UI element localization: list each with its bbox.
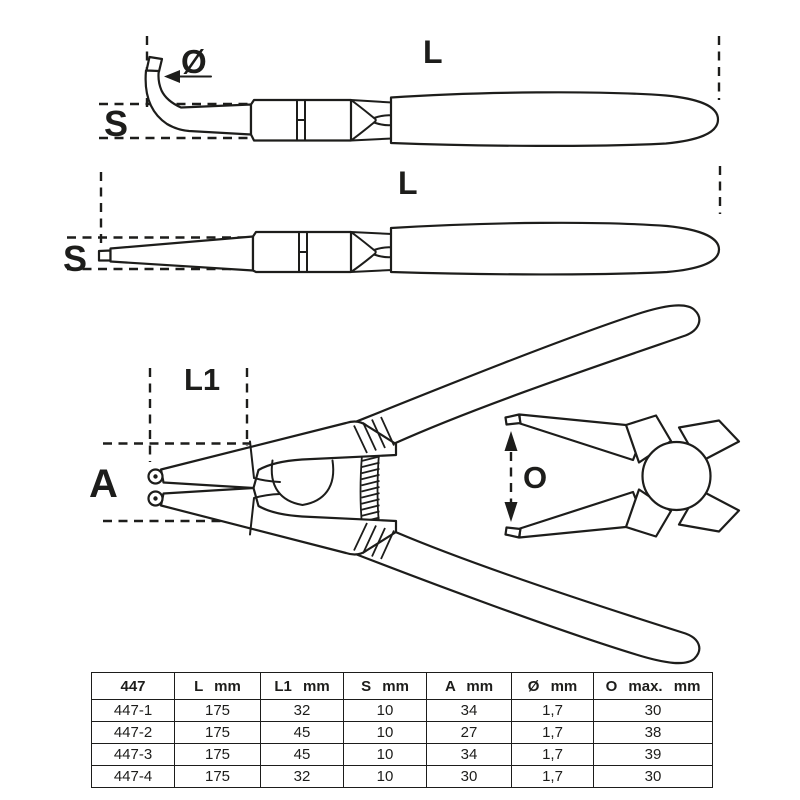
cell-a: 34 <box>427 744 512 766</box>
dimensions-table <box>91 672 713 788</box>
cell-model: 447-3 <box>92 744 175 766</box>
l1-dimension-label: L1 <box>184 362 221 397</box>
table-row <box>92 766 713 788</box>
cell-l1: 32 <box>261 700 344 722</box>
header-l1: L1 mm <box>261 673 344 700</box>
lower-tip-pin-center <box>153 496 157 500</box>
side-view-straight-tip <box>63 165 720 279</box>
header-l: L mm <box>175 673 261 700</box>
cell-model: 447-1 <box>92 700 175 722</box>
cell-diameter: 1,7 <box>512 766 594 788</box>
cell-s: 10 <box>344 766 427 788</box>
table-header-row <box>92 673 713 700</box>
l-dimension-label: L <box>398 165 418 201</box>
table-row <box>92 744 713 766</box>
cell-l: 175 <box>175 744 261 766</box>
lower-tip-pin <box>506 528 521 538</box>
cell-l1: 45 <box>261 744 344 766</box>
head-detail-view <box>505 415 740 538</box>
pivot-circle <box>643 442 711 510</box>
a-dimension-label: A <box>89 462 118 506</box>
header-s: S mm <box>344 673 427 700</box>
cell-diameter: 1,7 <box>512 722 594 744</box>
cell-l: 175 <box>175 722 261 744</box>
cell-l1: 45 <box>261 722 344 744</box>
bent-jaw-arm <box>146 71 251 135</box>
cell-s: 10 <box>344 744 427 766</box>
cell-a: 34 <box>427 700 512 722</box>
upper-tip-pin <box>506 415 521 425</box>
header-o-max: O max. mm <box>594 673 713 700</box>
table-row <box>92 700 713 722</box>
s-dimension-label: S <box>63 238 88 279</box>
plan-view-open-pliers <box>89 305 699 663</box>
straight-jaw-arm <box>111 237 254 271</box>
cell-l: 175 <box>175 766 261 788</box>
bent-tip-pin <box>147 57 163 72</box>
o-arrow-up-head <box>505 431 518 451</box>
pivot-notch <box>272 461 333 506</box>
s-dimension-label: S <box>104 103 129 144</box>
cell-a: 27 <box>427 722 512 744</box>
straight-tip-pin <box>99 251 111 261</box>
o-dimension-label: O <box>523 460 548 495</box>
cell-o-max: 30 <box>594 766 713 788</box>
diameter-symbol-label: Ø <box>181 43 207 80</box>
cell-model: 447-4 <box>92 766 175 788</box>
arm-cross-detail <box>351 100 393 141</box>
cell-o-max: 38 <box>594 722 713 744</box>
cell-s: 10 <box>344 700 427 722</box>
handle-side <box>391 223 719 275</box>
header-a: A mm <box>427 673 512 700</box>
cell-o-max: 30 <box>594 700 713 722</box>
cell-l: 175 <box>175 700 261 722</box>
cell-o-max: 39 <box>594 744 713 766</box>
lower-handle <box>349 530 699 663</box>
cell-diameter: 1,7 <box>512 744 594 766</box>
cell-l1: 32 <box>261 766 344 788</box>
upper-jaw <box>520 415 647 461</box>
cell-a: 30 <box>427 766 512 788</box>
cell-s: 10 <box>344 722 427 744</box>
header-diameter: Ø mm <box>512 673 594 700</box>
cell-model: 447-2 <box>92 722 175 744</box>
table-row <box>92 722 713 744</box>
lower-jaw <box>520 492 647 538</box>
cell-diameter: 1,7 <box>512 700 594 722</box>
handle-side <box>391 92 718 146</box>
arm-cross-detail <box>351 232 393 272</box>
diameter-arrow-head <box>164 70 180 83</box>
header-model: 447 <box>92 673 175 700</box>
upper-tip-pin-center <box>153 474 157 478</box>
l-dimension-label: L <box>423 34 443 70</box>
side-view-bent-tip <box>99 34 719 146</box>
o-arrow-down-head <box>505 502 518 522</box>
